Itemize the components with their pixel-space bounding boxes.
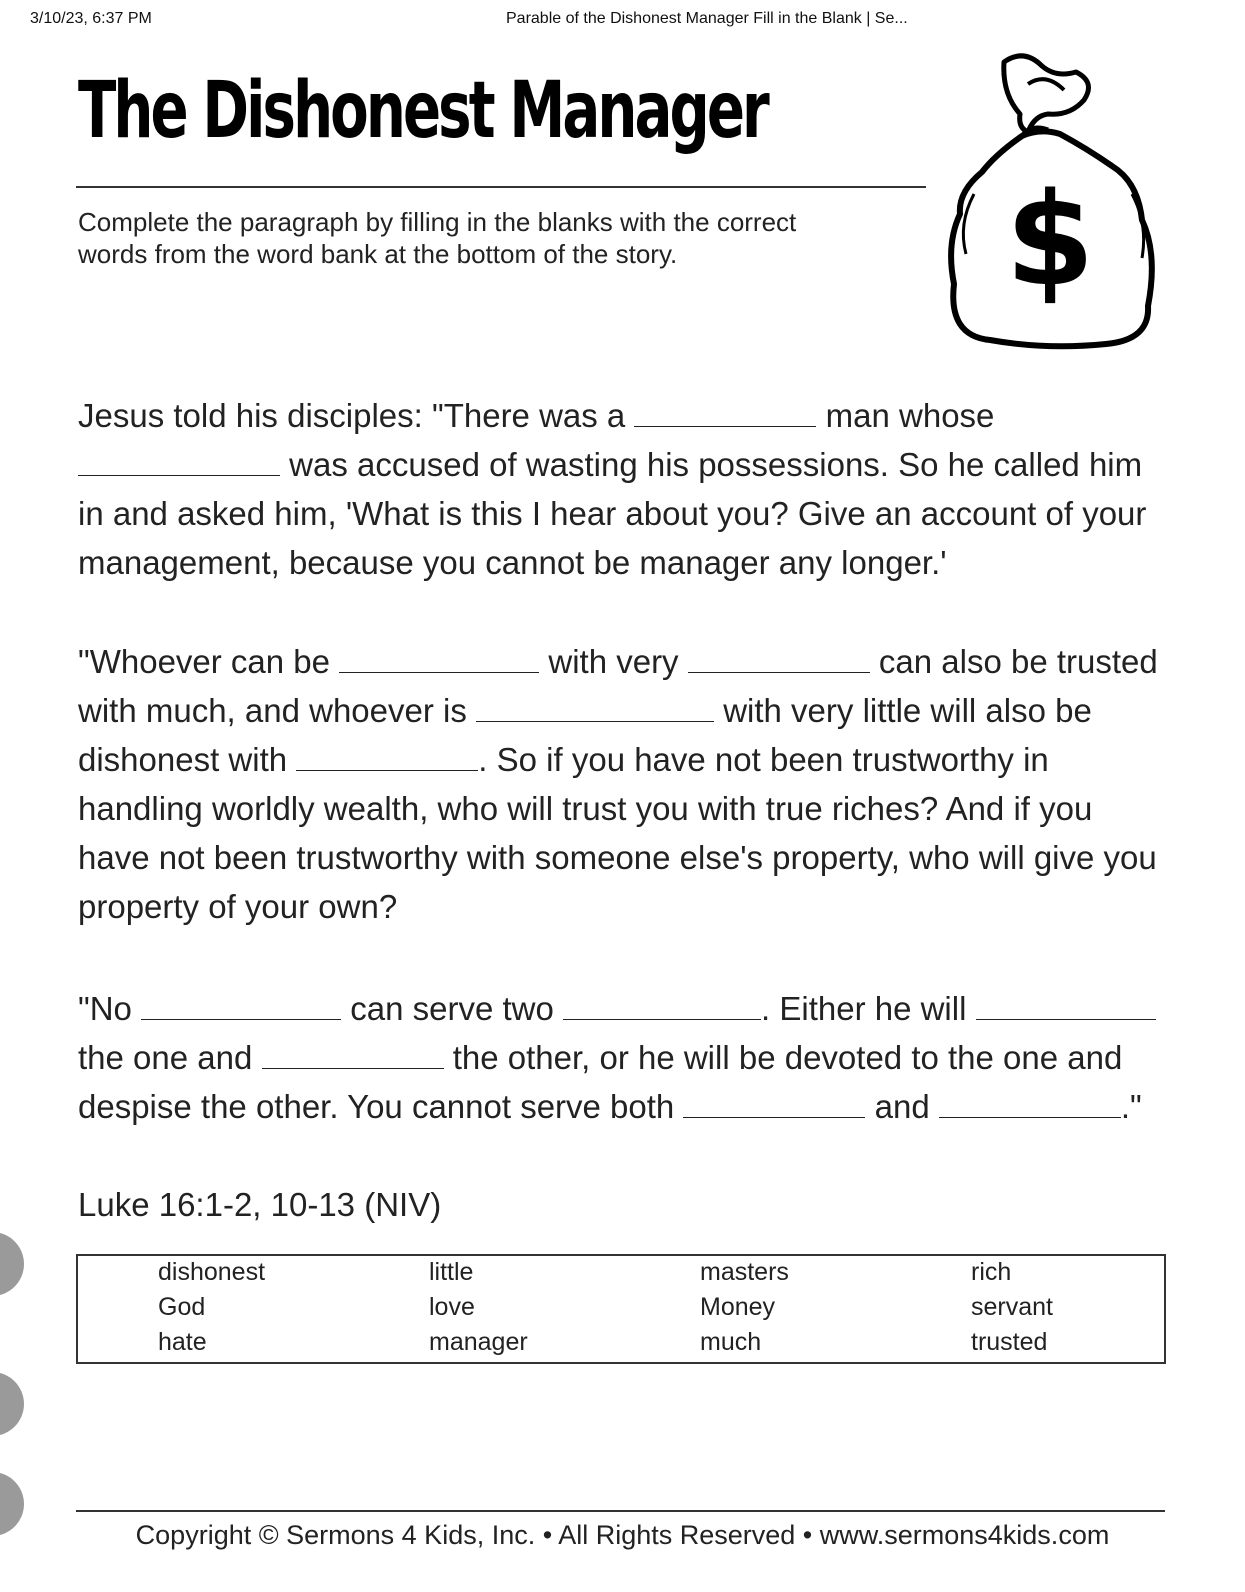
- answer-blank[interactable]: [634, 404, 816, 427]
- story-text: was accused of wasting his possessions. So he called him: [289, 446, 1143, 483]
- story-text: "Whoever can be: [78, 643, 331, 680]
- word-bank-item: love: [429, 1293, 475, 1321]
- dollar-sign: $: [1005, 166, 1095, 315]
- story-text: with very: [548, 643, 679, 680]
- answer-blank[interactable]: [939, 1095, 1121, 1118]
- title-divider: [76, 186, 926, 188]
- story-text: Jesus told his disciples: "There was a: [78, 397, 626, 434]
- answer-blank[interactable]: [476, 699, 714, 722]
- story-text: "No: [78, 990, 132, 1027]
- story-text: handling worldly wealth, who will trust you with true riches? And if you: [78, 790, 1093, 827]
- story-text: the one and: [78, 1039, 253, 1076]
- answer-blank[interactable]: [262, 1046, 444, 1069]
- side-nav-button[interactable]: [0, 1372, 24, 1436]
- worksheet-title: The Dishonest Manager: [78, 66, 767, 156]
- story-paragraph-2: [78, 637, 1168, 931]
- side-nav-button[interactable]: [0, 1232, 24, 1296]
- print-date: 3/10/23, 6:37 PM: [30, 10, 152, 27]
- story-paragraph-1: [78, 391, 1168, 587]
- story-text: . So if you have not been trustworthy in: [478, 741, 1049, 778]
- story-text: in and asked him, 'What is this I hear about you? Give an account of your: [78, 495, 1147, 532]
- print-page-title: Parable of the Dishonest Manager Fill in the Blank | Se...: [506, 10, 908, 27]
- story-text: despise the other. You cannot serve both: [78, 1088, 675, 1125]
- instructions-line-2: words from the word bank at the bottom of the story.: [78, 239, 678, 269]
- answer-blank[interactable]: [683, 1095, 865, 1118]
- story-text: dishonest with: [78, 741, 288, 778]
- story-text: . Either he will: [761, 990, 967, 1027]
- word-bank-item: rich: [971, 1258, 1012, 1286]
- answer-blank[interactable]: [339, 650, 539, 673]
- word-bank-item: God: [158, 1293, 206, 1321]
- story-text: and: [874, 1088, 930, 1125]
- word-bank-item: hate: [158, 1328, 207, 1356]
- story-text: can also be trusted: [878, 643, 1158, 680]
- word-bank-item: masters: [700, 1258, 789, 1286]
- story-text: with much, and whoever is: [78, 692, 467, 729]
- answer-blank[interactable]: [688, 650, 870, 673]
- copyright-footer: Copyright © Sermons 4 Kids, Inc. • All Rights Reserved • www.sermons4kids.com: [135, 1520, 1110, 1550]
- answer-blank[interactable]: [141, 997, 341, 1020]
- story-text: have not been trustworthy with someone else's property, who will give you: [78, 839, 1157, 876]
- answer-blank[interactable]: [78, 453, 280, 476]
- word-bank-item: Money: [700, 1293, 776, 1321]
- word-bank-item: dishonest: [158, 1258, 266, 1286]
- story-text: can serve two: [350, 990, 554, 1027]
- story-text: .": [1120, 1088, 1142, 1125]
- story-paragraph-3: [78, 984, 1168, 1131]
- word-bank-item: much: [700, 1328, 762, 1356]
- story-text: man whose: [825, 397, 995, 434]
- word-bank-item: servant: [971, 1293, 1053, 1321]
- instructions-line-1: Complete the paragraph by filling in the blanks with the correct: [78, 207, 797, 237]
- answer-blank[interactable]: [296, 748, 478, 771]
- scripture-citation: Luke 16:1-2, 10-13 (NIV): [78, 1186, 442, 1223]
- story-text: with very little will also be: [723, 692, 1092, 729]
- word-bank: [76, 1254, 1166, 1364]
- instructions: [78, 206, 878, 270]
- word-bank-item: little: [429, 1258, 474, 1286]
- answer-blank[interactable]: [563, 997, 761, 1020]
- money-bag-icon: [936, 44, 1162, 356]
- word-bank-item: manager: [429, 1328, 528, 1356]
- story-text: property of your own?: [78, 888, 398, 925]
- word-bank-item: trusted: [971, 1328, 1048, 1356]
- story-text: management, because you cannot be manager any longer.': [78, 544, 947, 581]
- answer-blank[interactable]: [976, 997, 1156, 1020]
- story-text: the other, or he will be devoted to the one and: [452, 1039, 1123, 1076]
- print-header: [30, 10, 1215, 30]
- footer-divider: [76, 1510, 1165, 1512]
